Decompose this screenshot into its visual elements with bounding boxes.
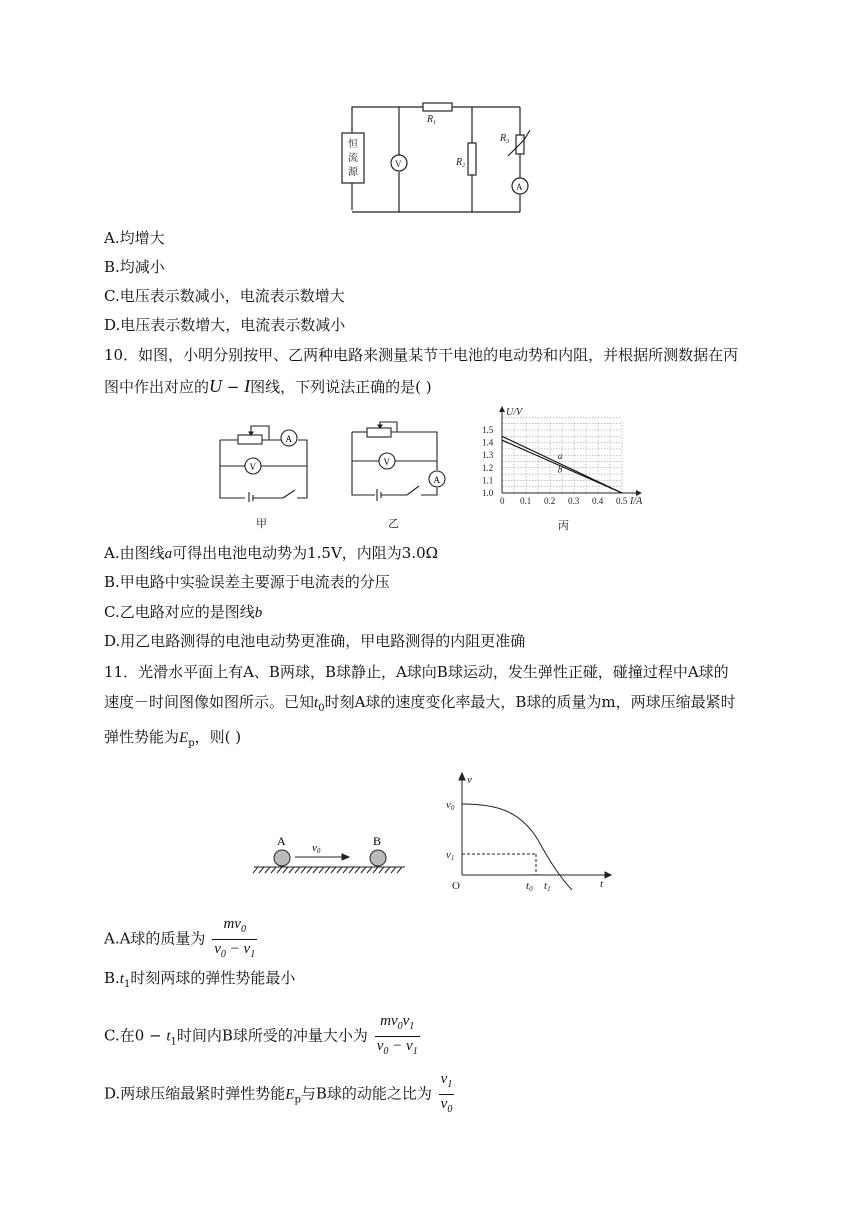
q9-option-b: B.均减小 [104,258,165,276]
ground-hatch [397,867,402,873]
q10-option-b: B.甲电路中实验误差主要源于电流表的分压 [104,573,390,591]
graph-t1-label: t1 [544,880,551,893]
r1-label: $R_1$ [427,114,437,126]
circuit-yi [345,420,450,502]
circuit-figure-1 [330,100,540,220]
q11-option-c: C.在$0 - t_1$时间内B球所受的冲量大小为 $\frac{mv_0v_1}{v_0 - v_1}$ [104,1013,418,1057]
ui-chart [480,405,655,515]
ground-hatch [307,867,312,873]
x-tick-label: 0 [500,496,505,506]
graph-t-axis-label: t [600,878,604,890]
v0-arrow-label: v0 [312,842,321,855]
ground-hatch [319,867,324,873]
source-char-2: 流 [348,153,358,164]
ground-hatch [343,867,348,873]
y-axis-label: U/V [506,407,523,418]
x-tick-label: 0.3 [568,496,580,506]
series-label-b: b [557,464,563,475]
q10-option-a: A.由图线a可得出电池电动势为1.5V，内阻为3.0Ω [104,544,439,562]
r2-label: $R_2$ [456,157,466,169]
ground-hatch [283,867,288,873]
svg-text:V: V [383,457,390,467]
q10-option-c: C.乙电路对应的是图线b [104,603,263,621]
ground-hatch [367,867,372,873]
ground-hatch [271,867,276,873]
svg-text:V: V [249,462,256,472]
graph-t0-label: t0 [526,880,533,893]
series-label-a: a [557,451,563,462]
ground-hatch [337,867,342,873]
y-tick-label: 1.1 [482,475,494,486]
y-tick-label: 1.0 [482,488,494,498]
y-tick-label: 1.2 [482,462,494,473]
label-yi: 乙 [388,517,399,530]
q10-stem-line1: 10．如图，小明分别按甲、乙两种电路来测量某节干电池的电动势和内阻，并根据所测数据在丙 [104,346,739,364]
q11-option-a: A.A球的质量为 $\frac{mv_0}{v_0 - v_1}$ [104,916,256,960]
ground-hatch [265,867,270,873]
ground-hatch [373,867,378,873]
q9-option-d: D.电压表示数增大，电流表示数减小 [104,316,346,334]
y-tick-label: 1.5 [482,425,494,435]
q10-option-d: D.用乙电路测得的电池电动势更准确，甲电路测得的内阻更准确 [104,632,526,650]
svg-text:A: A [433,475,440,485]
ground-hatch [295,867,300,873]
ground-hatch [385,867,390,873]
ground-hatch [391,867,396,873]
ground-hatch [301,867,306,873]
ground-hatch [253,867,258,873]
ground-hatch [361,867,366,873]
graph-v1-label: v1 [446,849,455,862]
graph-v0-label: v0 [446,799,455,812]
ground-hatch [379,867,384,873]
x-tick-label: 0.5 [616,496,628,506]
vt-graph [440,770,615,895]
circuit-jia [215,420,315,502]
ground-hatch [325,867,330,873]
ball-a-label: A [277,834,286,848]
source-char-3: 源 [348,167,358,178]
q11-option-d: D.两球压缩最紧时弹性势能$E_p$与B球的动能之比为 $\frac{v_1}{v_0}$ [104,1071,453,1115]
ball-b-label: B [373,834,382,848]
q11-stem-line1: 11．光滑水平面上有A、B两球，B球静止，A球向B球运动，发生弹性正碰，碰撞过程中A球的 [104,663,729,681]
x-tick-label: 0.4 [592,496,604,506]
y-axis-arrow [499,406,505,412]
graph-origin-label: O [452,880,460,892]
q11-stem-line2: 速度－时间图像如图所示。已知$t_0$时刻A球的速度变化率最大，B球的质量为m，两球压缩最紧时 [104,693,736,714]
voltmeter-label: V [395,159,402,169]
ground-hatch [355,867,360,873]
balls-figure [250,825,410,875]
ground-hatch [289,867,294,873]
y-tick-label: 1.4 [482,437,494,448]
q9-option-c: C.电压表示数减小，电流表示数增大 [104,287,345,305]
y-tick-label: 1.3 [482,450,494,461]
ground-hatch [277,867,282,873]
r3-label: $R_3$ [500,133,510,145]
ammeter-label: A [516,182,523,192]
source-char-1: 恒 [348,139,358,150]
q10-stem-line2: 图中作出对应的U − I图线，下列说法正确的是( ) [104,376,432,396]
ground-hatch [349,867,354,873]
ground-hatch [331,867,336,873]
x-axis-label: I/A [630,496,643,507]
q11-option-b: $B.t_1$时刻两球的弹性势能最小 [104,969,296,990]
graph-v-axis-label: v [467,774,472,786]
x-tick-label: 0.1 [520,496,532,506]
q11-stem-line3: 弹性势能为$E_p$，则( ) [104,728,242,749]
x-tick-label: 0.2 [544,496,556,506]
q9-option-a: A.均增大 [104,229,165,247]
ground-hatch [259,867,264,873]
ground-hatch [313,867,318,873]
svg-text:A: A [285,434,292,444]
label-bing: 丙 [558,519,569,532]
label-jia: 甲 [256,517,267,530]
